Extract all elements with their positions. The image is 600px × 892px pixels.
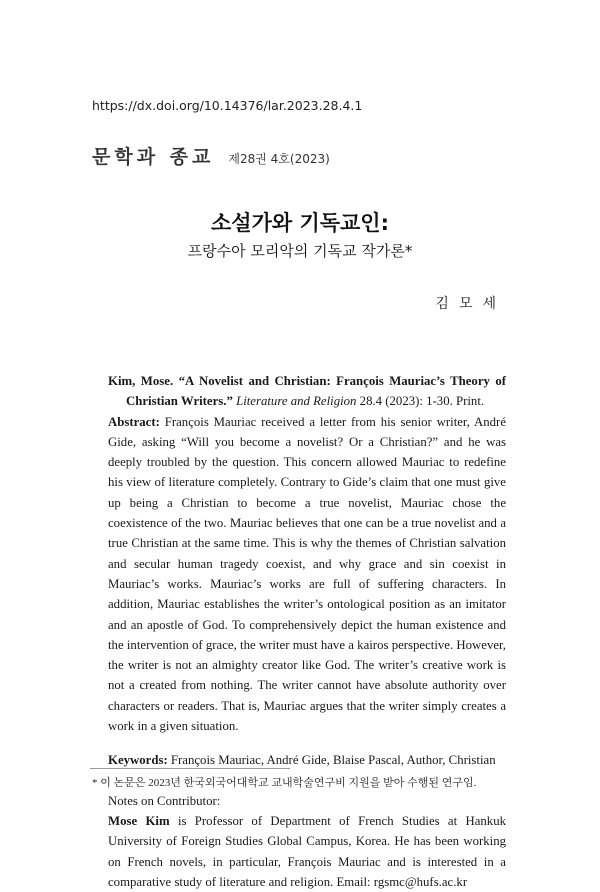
contributor-text: is Professor of Department of French Studies at Hankuk University of Foreign Studies Global Campus, Korea. He has been working on French novels, in particular, François Mauriac and is interested in a comparative study of literature and religion. Email: rgsmc@hufs.ac.kr	[108, 813, 506, 889]
keywords-label: Keywords:	[108, 753, 168, 768]
author-name: 김모세	[435, 296, 506, 312]
paper-title: 소설가와 기독교인:	[211, 211, 389, 235]
contributor-name: Mose Kim	[108, 813, 170, 828]
contributor-note	[108, 811, 506, 892]
abstract-section	[108, 371, 506, 892]
abstract-label: Abstract:	[108, 414, 160, 429]
footnote: * 이 논문은 2023년 한국외국어대학교 교내학술연구비 지원을 받아 수행된 연구임.	[92, 777, 477, 789]
abstract-text: François Mauriac received a letter from his senior writer, André Gide, asking “Will you become a novelist? Or a Christian?” and he was deeply troubled by the question. This concern allowed Mauriac to redefine his view of literature completely. Contrary to Gide’s claim that one must give up being a Christian to become a true novelist, Mauriac chose the coexistence of the two. Mauriac believes that one can be a true novelist and a true Christian at the same time. This is why the themes of Christian salvation and secular human tragedy coexist, and why grace and sin coexist in Mauriac’s works. Mauriac’s works are full of suffering characters. In addition, Mauriac establishes the writer’s ontological position as an imitator and an apostle of God. To comprehensively depict the human existence and the intervention of grace, the writer must have a kairos perspective. However, the writer is not an almighty creator like God. The writer’s creative work is not a created from nothing. The writer cannot have absolute authority over characters or readers. That is, Mauriac argues that the writer simply creates a work in a given situation.	[108, 414, 506, 734]
citation-details: 28.4 (2023): 1-30. Print.	[359, 394, 485, 409]
paper-subtitle: 프랑수아 모리악의 기독교 작가론*	[187, 242, 413, 260]
footnote-divider	[90, 768, 290, 769]
notes-heading: Notes on Contributor:	[108, 793, 221, 808]
doi-link[interactable]: https://dx.doi.org/10.14376/lar.2023.28.4.1	[92, 98, 363, 113]
citation	[108, 371, 506, 412]
citation-journal: Literature and Religion	[236, 394, 357, 409]
journal-issue: 제28권 4호(2023)	[228, 152, 330, 166]
citation-author: Kim, Mose.	[108, 374, 174, 388]
journal-header	[92, 142, 330, 169]
citation-title: “A Novelist and Christian: François Mauriac’s Theory of Christian Writers.”	[126, 374, 506, 409]
keywords-text: François Mauriac, André Gide, Blaise Pascal, Author, Christian	[170, 753, 496, 768]
journal-name: 문학과 종교	[92, 146, 215, 168]
abstract	[108, 412, 506, 737]
